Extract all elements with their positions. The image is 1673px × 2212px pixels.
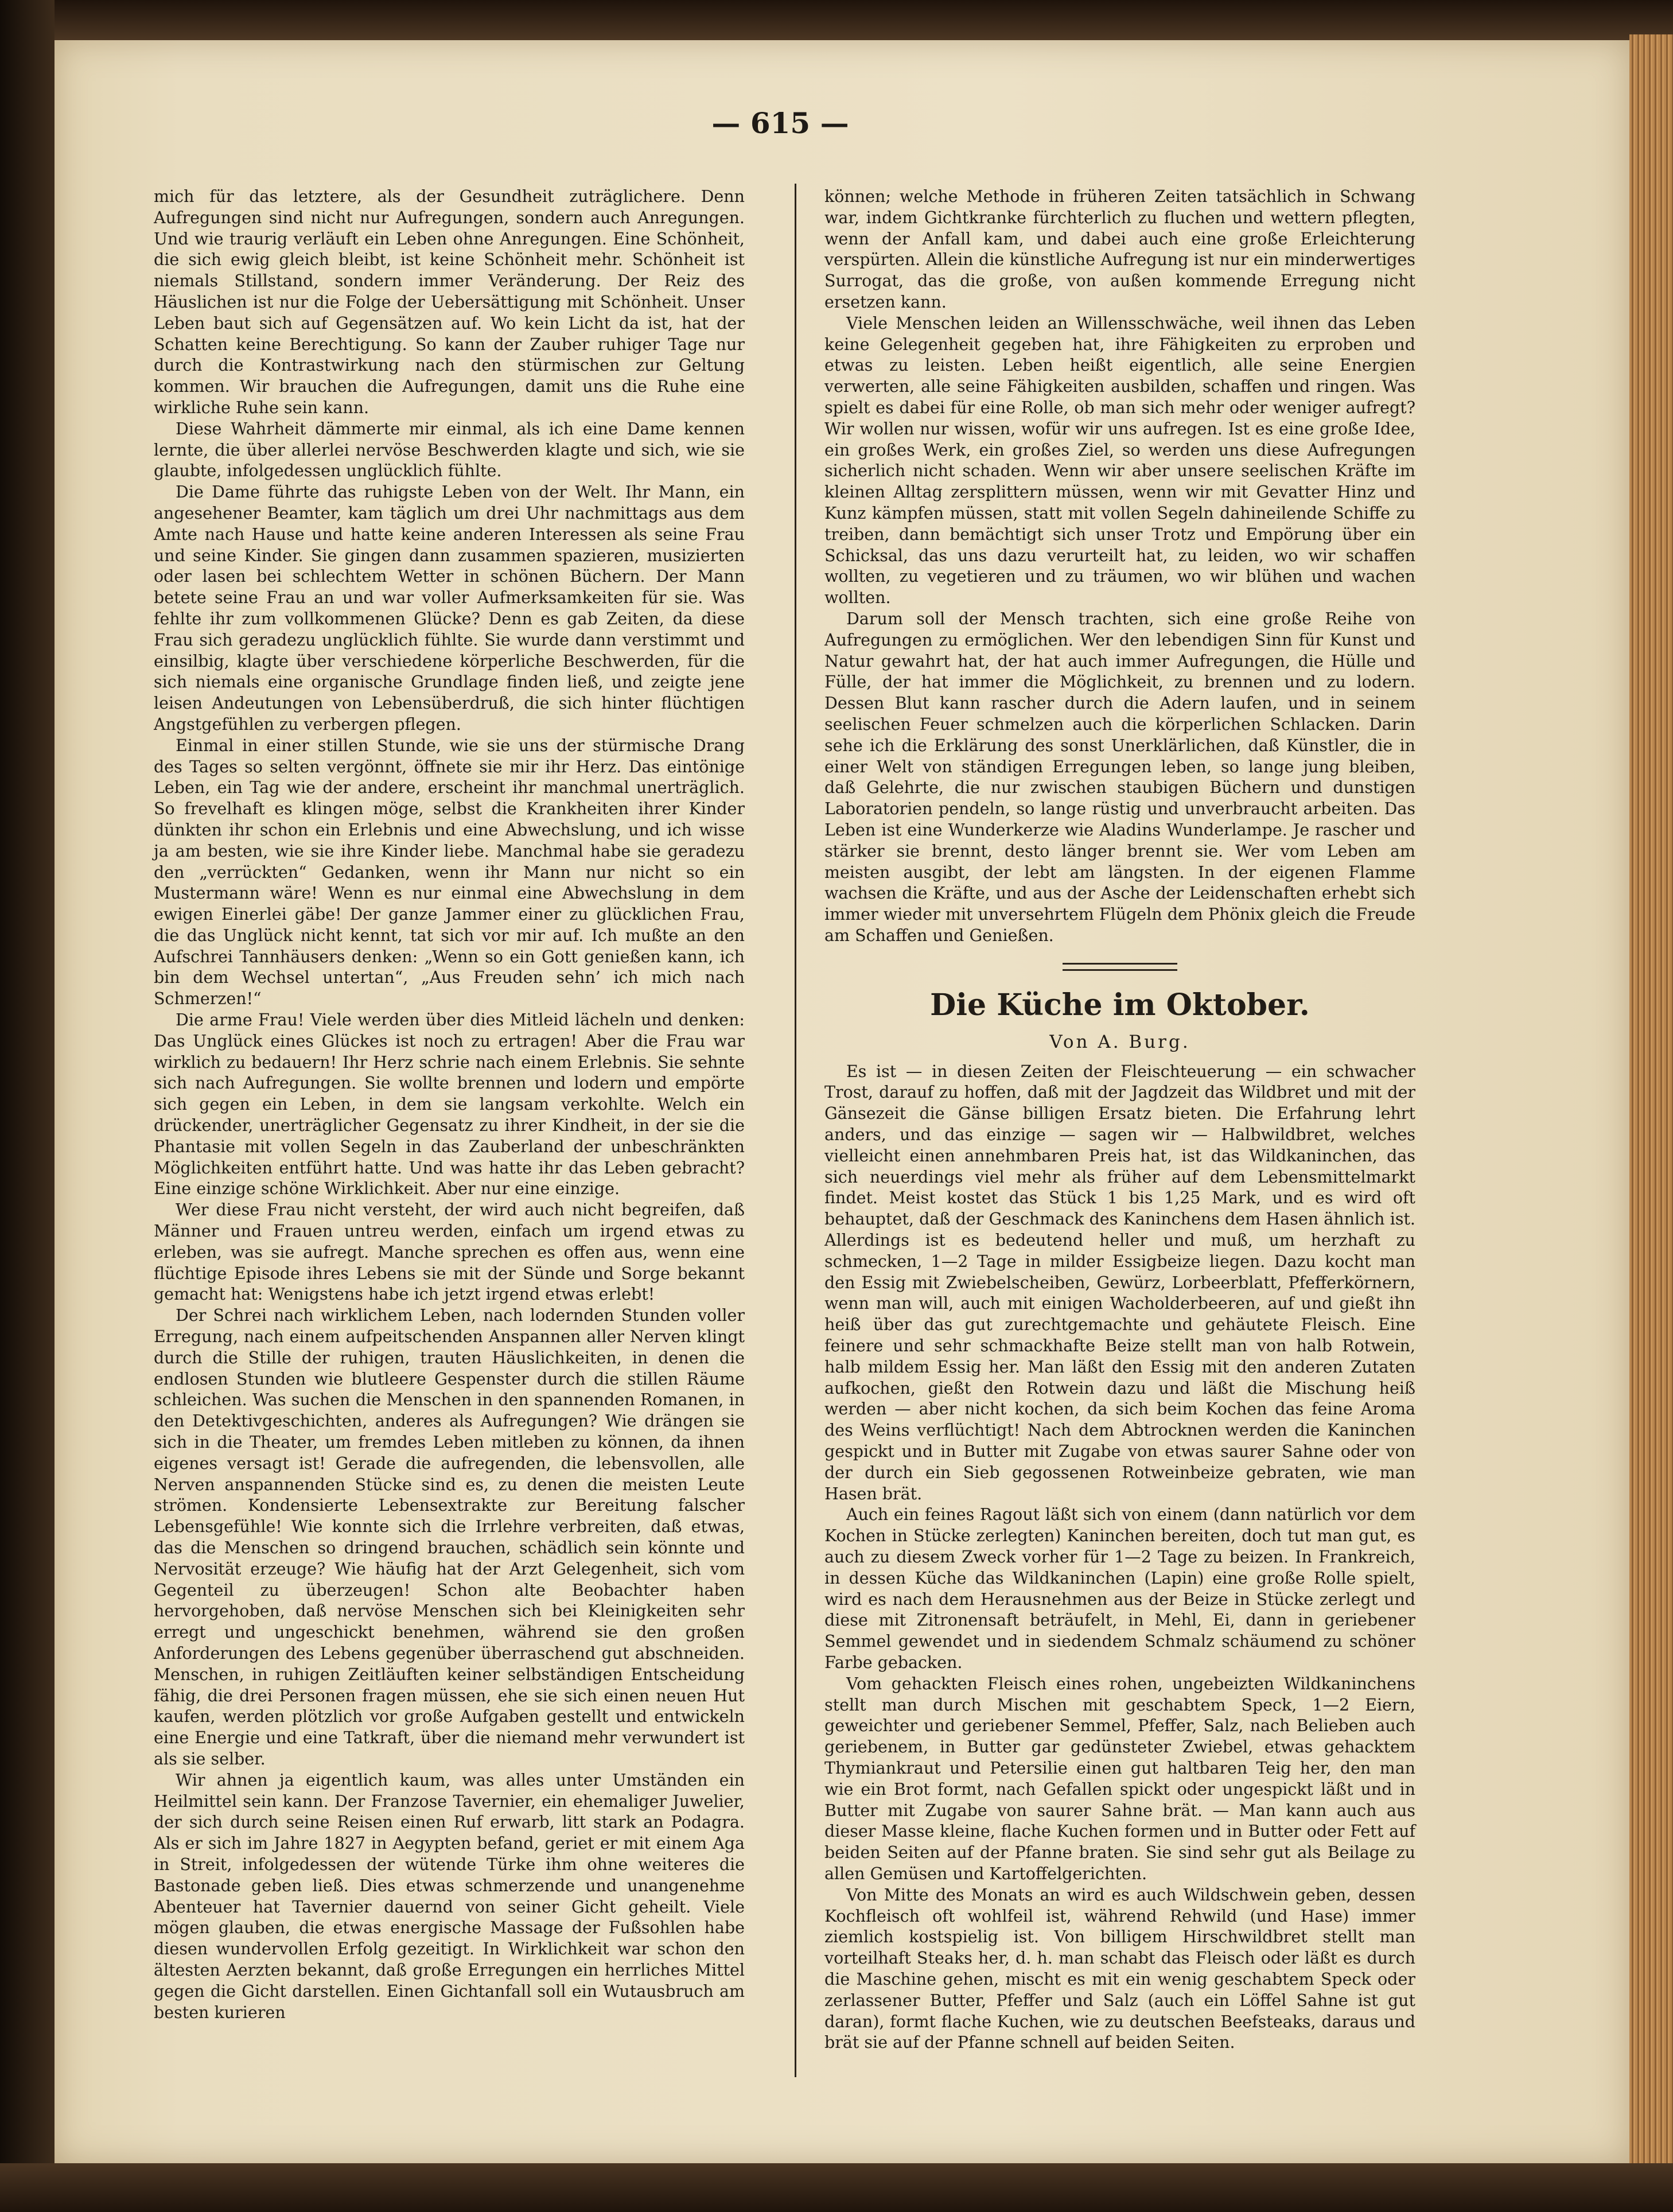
paragraph: Von Mitte des Monats an wird es auch Wildschwein geben, dessen Kochfleisch oft wohlfeil ist, während Rehwild (und Hase) immer ziemlich kostspielig ist. Von billigem Hirschwildbret stellt man vorteilhaft Steaks her, d. h. man schabt das Fleisch oder läßt es durch die Maschine gehen, mischt es mit ein wenig geschabtem Speck oder zerlassener Butter, Pfeffer und Salz (auch ein Löffel Sahne ist gut daran), formt flache Kuchen, wie zu deutschen Beefsteaks, daraus und brät sie auf der Pfanne schnell auf beiden Seiten. <box>824 1885 1415 2052</box>
paragraph: Darum soll der Mensch trachten, sich eine große Reihe von Aufregungen zu ermöglichen. Wer den lebendigen Sinn für Kunst und Natur gewahrt hat, der hat auch immer Aufregungen, die Hülle und Fülle, der hat immer die Möglichkeit, zu brennen und zu lodern. Dessen Blut kann rascher durch die Adern laufen, und in seinem seelischen Feuer schmelzen auch die körperlichen Schlacken. Darin sehe ich die Erklärung des sonst Unerklärlichen, daß Künstler, die in einer Welt von ständigen Erregungen leben, so lange jung bleiben, daß Gelehrte, die nur zwischen staubigen Büchern und dunstigen Laboratorien pendeln, so lange rüstig und unverbraucht arbeiten. Das Leben ist eine Wunderkerze wie Aladins Wunderlampe. Je rascher und stärker sie brennt, desto länger brennt sie. Wer vom Leben am meisten ausgibt, der lebt am längsten. In der eigenen Flamme wachsen die Kräfte, und aus der Asche der Leidenschaften erhebt sich immer wieder mit unversehrtem Flügeln dem Phönix gleich die Freude am Schaffen und Genießen. <box>824 609 1415 945</box>
scan-frame-left <box>0 0 55 2212</box>
paragraph: mich für das letztere, als der Gesundheit zuträglichere. Denn Aufregungen sind nicht nur Aufregungen, sondern auch Anregungen. Und wie traurig verläuft ein Leben ohne Anregungen. Eine Schönheit, die sich ewig gleich bleibt, ist keine Schönheit mehr. Schönheit ist niemals Stillstand, sondern immer Veränderung. Der Reiz des Häuslichen ist nur die Folge der Uebersättigung mit Schönheit. Unser Leben baut sich auf Gegensätzen auf. Wo kein Licht da ist, hat der Schatten keine Berechtigung. So kann der Zauber ruhiger Tage nur durch die Kontrastwirkung nach den stürmischen zur Geltung kommen. Wir brauchen die Aufregungen, damit uns die Ruhe eine wirkliche Ruhe sein kann. <box>154 187 745 417</box>
paragraph: Viele Menschen leiden an Willensschwäche, weil ihnen das Leben keine Gelegenheit gegeben hat, ihre Fähigkeiten zu erproben und etwas zu leisten. Leben heißt eigentlich, alle seine Energien verwerten, alle seine Fähigkeiten ausbilden, schaffen und ringen. Was spielt es dabei für eine Rolle, ob man sich mehr oder weniger aufregt? Wir wollen nur wissen, wofür wir uns aufregen. Ist es eine große Idee, ein großes Werk, ein großes Ziel, so werden uns diese Aufregungen sicherlich nicht schaden. Wenn wir aber unsere seelischen Kräfte im kleinen Alltag zersplittern müssen, wenn wir mit Gevatter Hinz und Kunz kämpfen müssen, statt mit vollen Segeln dahineilende Schiffe zu treiben, dann bemächtigt sich unser Trotz und Empörung über ein Schicksal, das uns dazu verurteilt hat, zu leiden, wo wir schaffen wollten, zu vegetieren und zu träumen, wo wir blühen und wachen wollten. <box>824 313 1415 608</box>
paragraph: können; welche Methode in früheren Zeiten tatsächlich in Schwang war, indem Gichtkranke fürchterlich zu fluchen und wettern pflegten, wenn der Anfall kam, und dabei auch eine große Erleichterung verspürten. Allein die künstliche Aufregung ist nur ein minderwertiges Surrogat, das die große, von außen kommende Erregung nicht ersetzen kann. <box>824 187 1415 312</box>
page-number: — 615 — <box>711 106 849 140</box>
title-rule <box>1063 969 1177 971</box>
column-divider <box>795 184 796 2077</box>
scan-frame-top <box>0 0 1673 40</box>
paragraph: Der Schrei nach wirklichem Leben, nach lodernden Stunden voller Erregung, nach einem aufpeitschenden Anspannen aller Nerven klingt durch die Stille der ruhigen, trauten Häuslichkeiten, in denen die endlosen Stunden wie blutleere Gespenster durch die stillen Räume schleichen. Was suchen die Menschen in den spannenden Romanen, in den Detektivgeschichten, anderes als Aufregungen? Wie drängen sie sich in die Theater, um fremdes Leben mitleben zu können, da ihnen eigenes versagt ist! Gerade die aufregenden, die lebensvollen, alle Nerven anspannenden Stücke sind es, zu denen die meisten Leute strömen. Kondensierte Lebensextrakte zur Bereitung falscher Lebensgefühle! Wie konnte sich die Irrlehre verbreiten, daß etwas, das die Menschen so dringend brauchen, schädlich sein könnte und Nervosität erzeuge? Wie häufig hat der Arzt Gelegenheit, sich vom Gegenteil zu überzeugen! Schon alte Beobachter haben hervorgehoben, daß nervöse Menschen sich bei Kleinigkeiten sehr erregt und ungeschickt benehmen, während sie den großen Anforderungen des Lebens gegenüber überraschend gut abschneiden. Menschen, in ruhigen Zeitläuften keiner selbständigen Entscheidung fähig, die drei Personen fragen müssen, ehe sie sich einen neuen Hut kaufen, werden plötzlich vor große Aufgaben gestellt und entwickeln eine Energie und eine Tatkraft, über die niemand mehr verwundert ist als sie selber. <box>154 1306 745 1768</box>
paragraph: Auch ein feines Ragout läßt sich von einem (dann natürlich vor dem Kochen in Stücke zerlegten) Kaninchen bereiten, doch tut man gut, es auch zu diesem Zweck vorher für 1—2 Tage zu beizen. In Frankreich, in dessen Küche das Wildkaninchen (Lapin) eine große Rolle spielt, wird es nach dem Herausnehmen aus der Beize in Stücke zerlegt und diese mit Zitronensaft beträufelt, in Mehl, Ei, dann in geriebener Semmel gewendet und in siedendem Schmalz schäumend zu schöner Farbe gebacken. <box>824 1505 1415 1672</box>
scan-frame-bottom <box>0 2163 1673 2212</box>
paragraph: Die arme Frau! Viele werden über dies Mitleid lächeln und denken: Das Unglück eines Glückes ist noch zu ertragen! Aber die Frau war wirklich zu bedauern! Ihr Herz schrie nach einem Erlebnis. Sie sehnte sich nach Aufregungen. Sie wollte brennen und lodern und empörte sich gegen ein Leben, in dem sie langsam verkohlte. Welch ein drückender, unerträglicher Gegensatz zu ihrer Kindheit, in der sie die Phantasie mit vollen Segeln in das Zauberland der unbeschränkten Möglichkeiten entführt hatte. Und was hatte ihr das Leben gebracht? Eine einzige schöne Wirklichkeit. Aber nur eine einzige. <box>154 1010 745 1199</box>
paragraph: Es ist — in diesen Zeiten der Fleischteuerung — ein schwacher Trost, darauf zu hoffen, daß mit der Jagdzeit das Wildbret und mit der Gänsezeit die Gänse billigen Ersatz bieten. Die Erfahrung lehrt anders, und das einzige — sagen wir — Halbwildbret, welches vielleicht einen annehmbaren Preis hat, ist das Wildkaninchen, das sich neuerdings viel mehr als früher auf dem Lebensmittelmarkt findet. Meist kostet das Stück 1 bis 1,25 Mark, und es wird oft behauptet, daß der Geschmack des Kaninchens dem Hasen ähnlich ist. Allerdings ist es bedeutend heller und muß, um herzhaft zu schmecken, 1—2 Tage in milder Essigbeize liegen. Dazu kocht man den Essig mit Zwiebelscheiben, Gewürz, Lorbeerblatt, Pfefferkörnern, wenn man will, auch mit einigen Wacholderbeeren, auf und gießt ihn heiß über das gut zurechtgemachte und gehäutete Fleisch. Eine feinere und sehr schmackhafte Beize stellt man von halb Rotwein, halb mildem Essig her. Man läßt den Essig mit den anderen Zutaten aufkochen, gießt den Rotwein dazu und läßt die Mischung heiß werden — aber nicht kochen, da sich beim Kochen das feine Aroma des Weins verflüchtigt! Nach dem Abtrocknen werden die Kaninchen gespickt und in Butter mit Zugabe von etwas saurer Sahne oder von der durch ein Sieb gegossenen Rotweinbeize gebraten, wie man Hasen brät. <box>824 1062 1415 1503</box>
article-title: Die Küche im Oktober. <box>930 987 1310 1023</box>
paragraph: Wir ahnen ja eigentlich kaum, was alles unter Umständen ein Heilmittel sein kann. Der Franzose Tavernier, ein ehemaliger Juwelier, der sich durch seine Reisen einen Ruf erwarb, litt stark an Podagra. Als er sich im Jahre 1827 in Aegypten befand, geriet er mit einem Aga in Streit, infolgedessen der wütende Türke ihm ohne weiteres die Bastonade geben ließ. Dies etwas schmerzende und unangenehme Abenteuer hat Tavernier dauernd von seiner Gicht geheilt. Viele mögen glauben, die etwas energische Massage der Fußsohlen habe diesen wundervollen Erfolg gezeitigt. In Wirklichkeit war schon den ältesten Aerzten bekannt, daß große Erregungen ein herrliches Mittel gegen die Gicht darstellen. Einen Gichtanfall soll ein Wutausbruch am besten kurieren <box>154 1770 745 2022</box>
paragraph: Wer diese Frau nicht versteht, der wird auch nicht begreifen, daß Männer und Frauen untreu werden, einfach um irgend etwas zu erleben, was sie aufregt. Manche sprechen es offen aus, wenn eine flüchtige Episode ihres Lebens sie mit der Sünde und Sorge bekannt gemacht hat: Wenigstens habe ich jetzt irgend etwas erlebt! <box>154 1200 745 1304</box>
article-author: Von A. Burg. <box>1049 1031 1190 1052</box>
paragraph: Einmal in einer stillen Stunde, wie sie uns der stürmische Drang des Tages so selten vergönnt, öffnete sie mir ihr Herz. Das eintönige Leben, ein Tag wie der andere, erscheint ihr manchmal unerträglich. So frevelhaft es klingen möge, selbst die Krankheiten ihrer Kinder dünkten ihr schon ein Erlebnis und eine Abwechslung, und ich wisse ja am besten, wie sie ihre Kinder liebe. Manchmal habe sie geradezu den „verrückten“ Gedanken, wenn ihr Mann nur nicht so ein Mustermann wäre! Wenn es nur einmal eine Abwechslung in dem ewigen Einerlei gäbe! Der ganze Jammer einer zu glücklichen Frau, die das Unglück nicht kennt, tat sich vor mir auf. Ich mußte an den Aufschrei Tannhäusers denken: „Wenn so ein Gott genießen kann, ich bin dem Wechsel untertan“, „Aus Freuden sehn’ ich mich nach Schmerzen!“ <box>154 736 745 1009</box>
book-page-edge <box>1629 34 1673 2163</box>
right-column <box>824 186 1415 2054</box>
title-rule <box>1063 963 1177 965</box>
paragraph: Diese Wahrheit dämmerte mir einmal, als ich eine Dame kennen lernte, die über allerlei nervöse Beschwerden klagte und sich, wie sie glaubte, infolgedessen unglücklich fühlte. <box>154 419 745 481</box>
left-column <box>154 186 745 2023</box>
paragraph: Die Dame führte das ruhigste Leben von der Welt. Ihr Mann, ein angesehener Beamter, kam täglich um drei Uhr nachmittags aus dem Amte nach Hause und hatte keine anderen Interessen als seine Frau und seine Kinder. Sie gingen dann zusammen spazieren, musizierten oder lasen bei schlechtem Wetter in schönen Büchern. Der Mann betete seine Frau an und war voller Aufmerksamkeiten für sie. Was fehlte ihr zum vollkommenen Glücke? Denn es gab Zeiten, da diese Frau sich geradezu unglücklich fühlte. Sie wurde dann verstimmt und einsilbig, klagte über verschiedene körperliche Beschwerden, für die sich niemals eine organische Grundlage finden ließ, und zeigte jene leisen Andeutungen von Lebensüberdruß, die sich hinter flüchtigen Angstgefühlen zu verbergen pflegen. <box>154 483 745 734</box>
paragraph: Vom gehackten Fleisch eines rohen, ungebeizten Wildkaninchens stellt man durch Mischen mit geschabtem Speck, 1—2 Eiern, geweichter und geriebener Semmel, Pfeffer, Salz, nach Belieben auch geriebenem, in Butter gar gedünsteter Zwiebel, etwas gehacktem Thymiankraut und Petersilie einen gut haltbaren Teig her, den man wie ein Brot formt, nach Gefallen spickt oder ungespickt läßt und in Butter mit Zugabe von saurer Sahne brät. — Man kann auch aus dieser Masse kleine, flache Kuchen formen und in Butter oder Fett auf beiden Seiten auf der Pfanne braten. Sie sind sehr gut als Beilage zu allen Gemüsen und Kartoffelgerichten. <box>824 1674 1415 1883</box>
